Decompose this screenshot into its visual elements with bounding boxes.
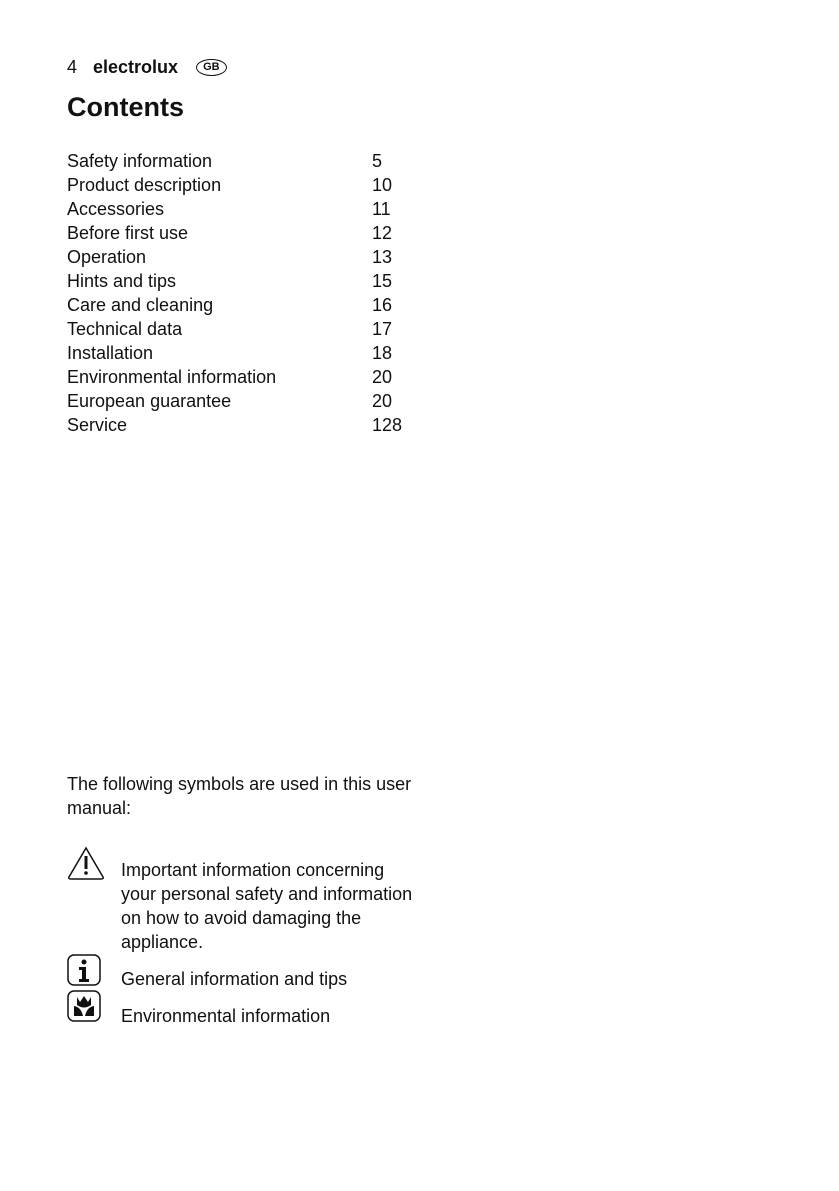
toc-entry-title: Service [67,415,128,435]
toc-entry-page: 5 [372,151,383,171]
toc-entry [67,341,402,365]
page-number: 4 [67,57,78,77]
toc-entry-title: Technical data [67,319,183,339]
table-of-contents [67,149,402,437]
toc-entry-page: 13 [372,247,393,267]
toc-entry-title: Operation [67,247,147,267]
toc-entry-title: Care and cleaning [67,295,214,315]
toc-entry-title: Hints and tips [67,271,177,291]
toc-entry [67,365,402,389]
toc-entry-page: 128 [372,415,403,435]
toc-entry [67,293,402,317]
symbol-text: Important information concerning your personal safety and information on how to avoid damaging the appliance. [121,860,413,952]
page-title: Contents [67,92,184,122]
toc-entry-page: 15 [372,271,393,291]
toc-entry-title: Installation [67,343,154,363]
toc-entry [67,149,402,173]
page-header [67,57,227,78]
brand-logo: electrolux [93,57,179,77]
symbols-intro: The following symbols are used in this user manual: [67,774,412,818]
toc-entry [67,269,402,293]
toc-entry-title: Safety information [67,151,213,171]
toc-entry-page: 20 [372,391,393,411]
info-icon [67,954,101,986]
toc-entry-page: 20 [372,367,393,387]
environment-flower-icon [67,990,101,1022]
toc-entry-title: Accessories [67,199,165,219]
toc-entry [67,389,402,413]
toc-entry-page: 17 [372,319,393,339]
toc-entry-page: 10 [372,175,393,195]
toc-entry-title: Product description [67,175,222,195]
toc-entry [67,245,402,269]
toc-entry [67,197,402,221]
toc-entry [67,317,402,341]
toc-entry-page: 18 [372,343,393,363]
toc-entry-page: 11 [372,199,391,219]
symbol-text: General information and tips [121,969,348,989]
toc-entry-page: 16 [372,295,393,315]
toc-entry [67,413,402,437]
toc-entry [67,173,402,197]
toc-entry-page: 12 [372,223,393,243]
toc-entry-title: Environmental information [67,367,277,387]
toc-entry-title: European guarantee [67,391,232,411]
country-badge: GB [196,59,227,76]
symbol-text: Environmental information [121,1006,331,1026]
warning-triangle-icon [67,846,105,880]
toc-entry-title: Before first use [67,223,189,243]
toc-entry [67,221,402,245]
